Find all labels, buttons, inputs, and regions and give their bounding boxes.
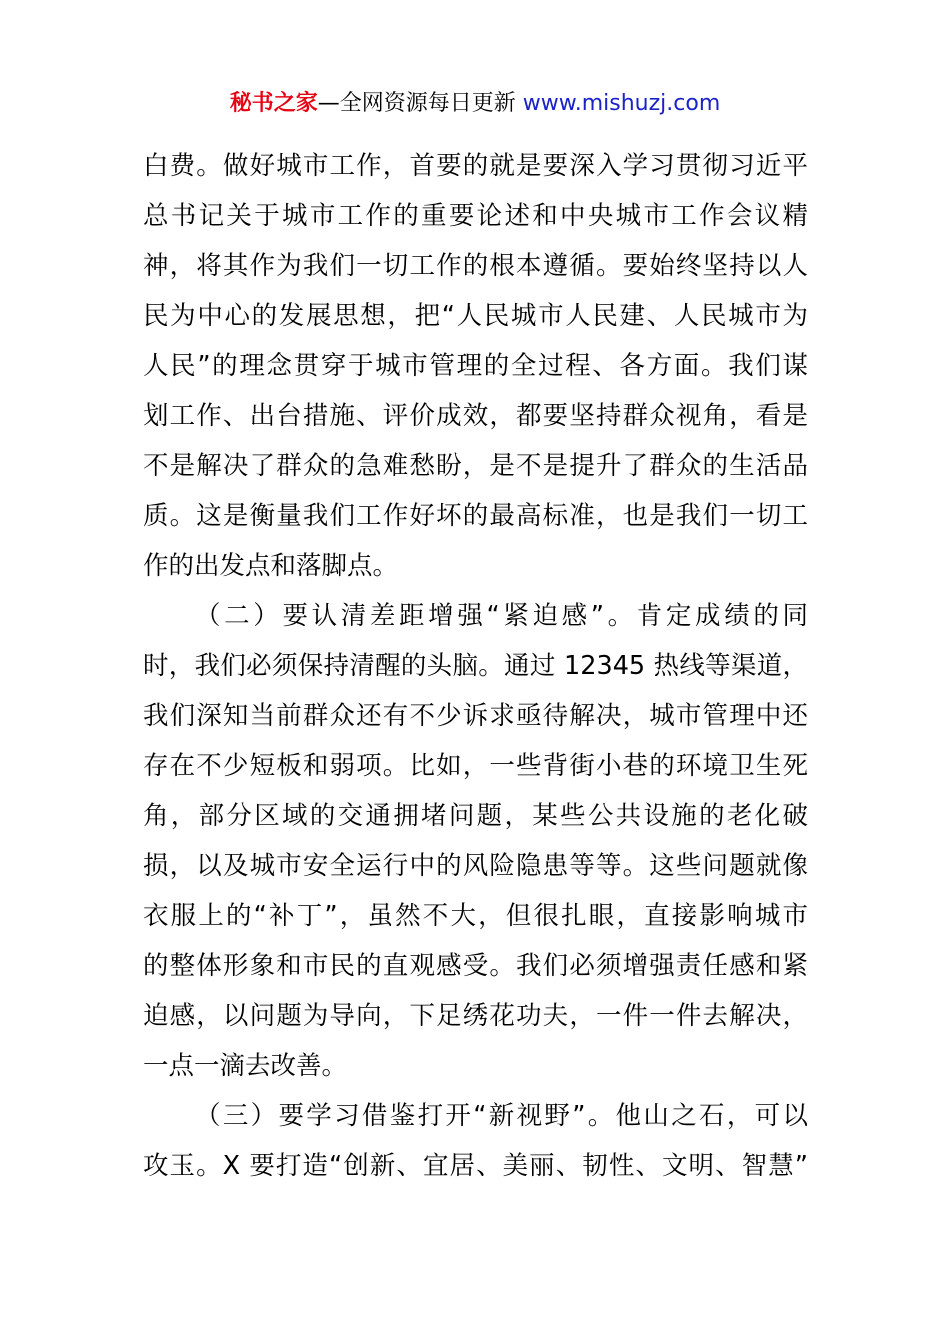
site-header — [0, 88, 950, 120]
text-line: 人民”的理念贯穿于城市管理的全过程、各方面。我们谋 — [143, 351, 808, 381]
text-line: 作的出发点和落脚点。 — [143, 551, 399, 581]
text-line: 角，部分区域的交通拥堵问题，某些公共设施的老化破 — [143, 801, 808, 831]
header-tagline: —全网资源每日更新 — [317, 91, 523, 116]
text-line: 我们深知当前群众还有不少诉求亟待解决，城市管理中还 — [143, 701, 808, 731]
text-line: 不是解决了群众的急难愁盼，是不是提升了群众的生活品 — [143, 451, 808, 481]
text-line: 时，我们必须保持清醒的头脑。通过 12345 热线等渠道， — [143, 651, 808, 681]
section-heading-line: （三）要学习借鉴打开“新视野”。他山之石，可以 — [195, 1101, 808, 1131]
text-line: 迫感，以问题为导向，下足绣花功夫，一件一件去解决， — [143, 1001, 808, 1031]
text-line: 民为中心的发展思想，把“人民城市人民建、人民城市为 — [143, 301, 808, 331]
section-heading-line: （二）要认清差距增强“紧迫感”。肯定成绩的同 — [195, 601, 808, 631]
text-line: 一点一滴去改善。 — [143, 1051, 348, 1081]
text-line: 攻玉。X 要打造“创新、宜居、美丽、韧性、文明、智慧” — [143, 1151, 808, 1181]
text-line: 存在不少短板和弱项。比如，一些背街小巷的环境卫生死 — [143, 751, 808, 781]
text-line: 总书记关于城市工作的重要论述和中央城市工作会议精 — [143, 201, 808, 231]
text-line: 衣服上的“补丁”，虽然不大，但很扎眼，直接影响城市 — [143, 901, 808, 931]
text-line: 损，以及城市安全运行中的风险隐患等等。这些问题就像 — [143, 851, 808, 881]
text-line: 的整体形象和市民的直观感受。我们必须增强责任感和紧 — [143, 951, 808, 981]
brand-name: 秘书之家 — [229, 91, 318, 116]
document-body — [143, 146, 808, 1196]
site-url-link[interactable]: www.mishuzj.com — [522, 91, 721, 116]
text-line: 质。这是衡量我们工作好坏的最高标准，也是我们一切工 — [143, 501, 808, 531]
text-line: 白费。做好城市工作，首要的就是要深入学习贯彻习近平 — [143, 151, 808, 181]
text-line: 划工作、出台措施、评价成效，都要坚持群众视角，看是 — [143, 401, 808, 431]
text-line: 神，将其作为我们一切工作的根本遵循。要始终坚持以人 — [143, 251, 808, 281]
